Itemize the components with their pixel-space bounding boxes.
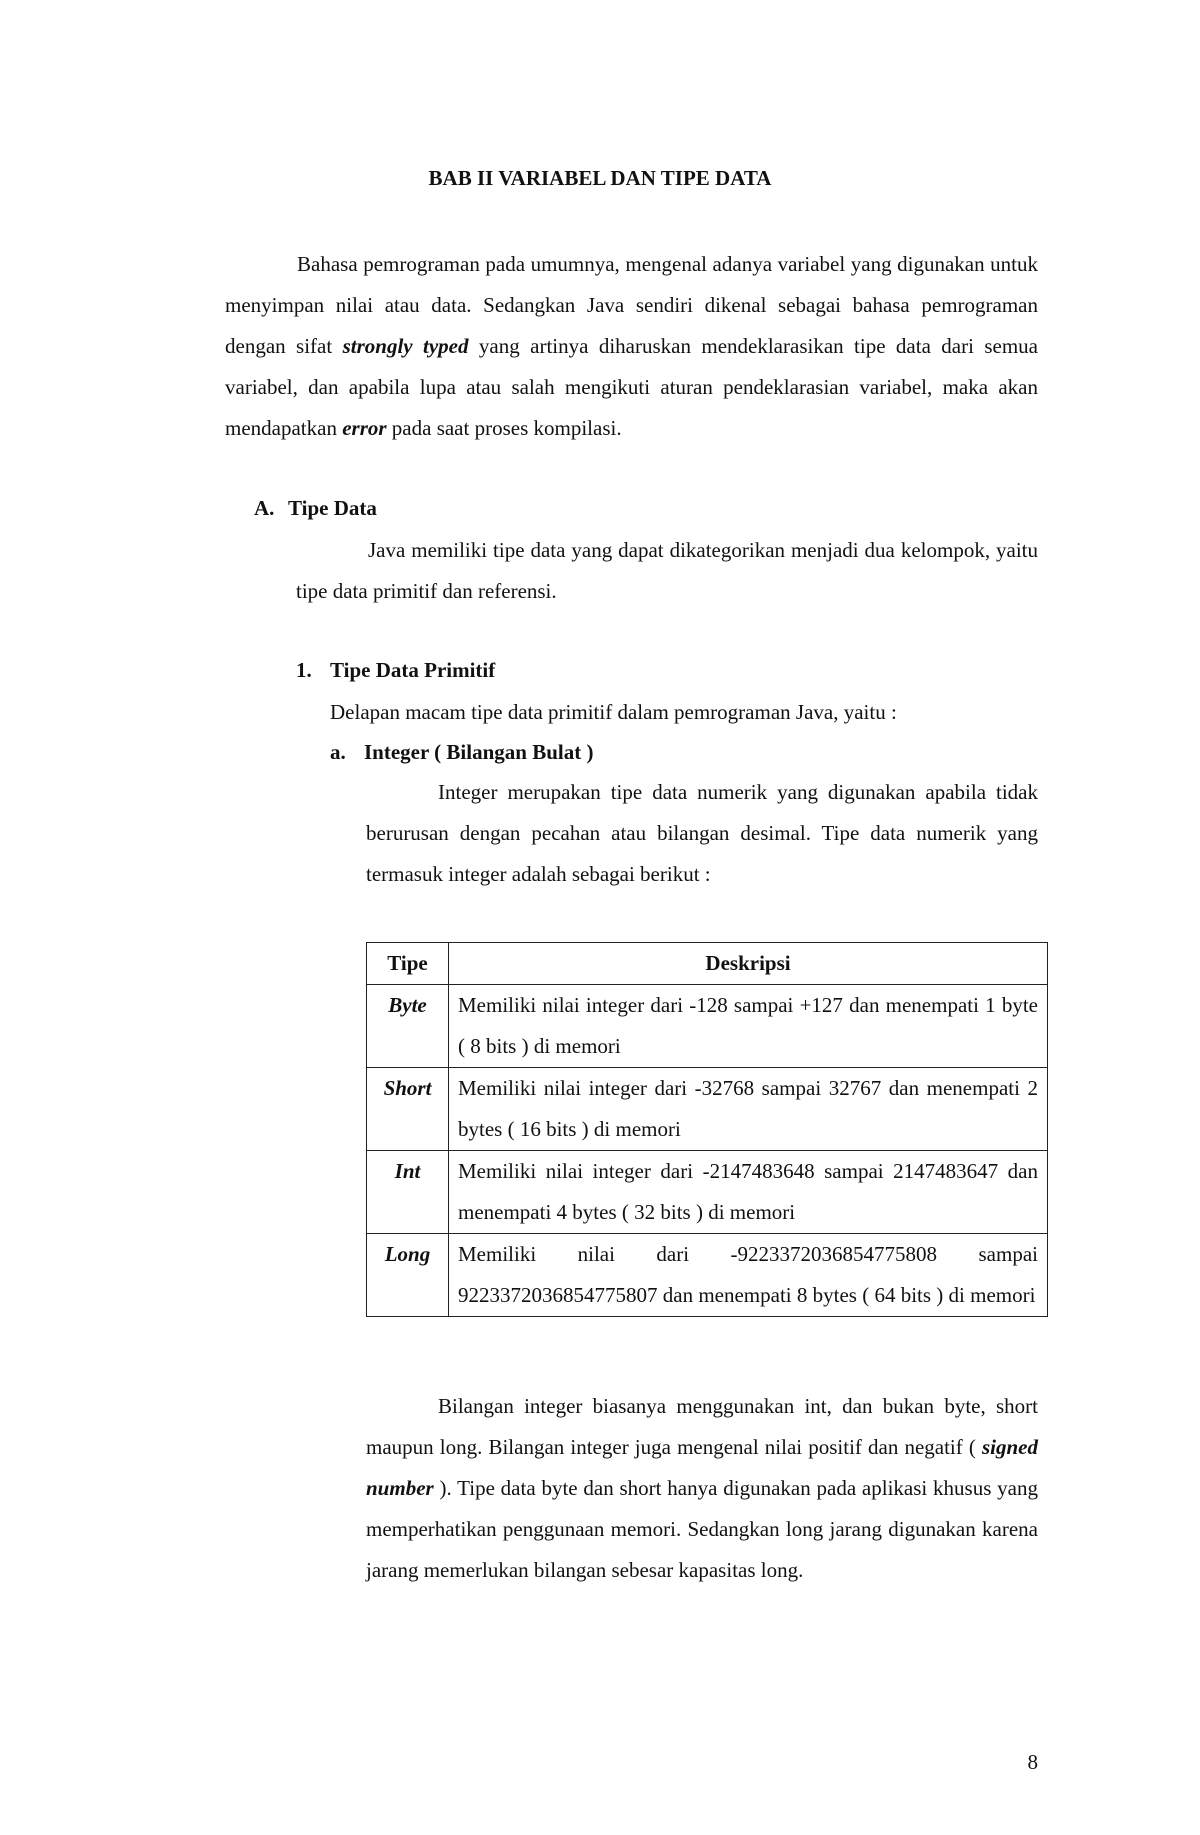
table-header-row <box>367 943 1048 985</box>
closing-text-2: ). Tipe data byte dan short hanya digunakan pada aplikasi khusus yang memperhatikan penggunaan memori. Sedangkan long jarang digunakan karena jarang memerlukan bilangan sebesar kapasitas long. <box>366 1476 1038 1582</box>
intro-emphasis-2: error <box>342 416 387 440</box>
intro-emphasis-1: strongly typed <box>342 334 469 358</box>
closing-emphasis: signed number <box>366 1435 1039 1500</box>
section-a-title: Tipe Data <box>288 496 377 520</box>
subsection-a-number: a. <box>330 740 346 764</box>
subsection-a-text: Integer merupakan tipe data numerik yang digunakan apabila tidak berurusan dengan pecahan atau bilangan desimal. Tipe data numerik yang termasuk integer adalah sebagai berikut : <box>366 780 1038 886</box>
section-a-text: Java memiliki tipe data yang dapat dikategorikan menjadi dua kelompok, yaitu tipe data primitif dan referensi. <box>296 538 1038 603</box>
subsection-1-paragraph: Delapan macam tipe data primitif dalam pemrograman Java, yaitu : <box>330 700 897 724</box>
table-cell-type: Int <box>367 1151 449 1234</box>
subsection-a-title: Integer ( Bilangan Bulat ) <box>364 740 594 764</box>
intro-text-1: Bahasa pemrograman pada umumnya, mengenal adanya variabel yang digunakan untuk menyimpan nilai atau data. Sedangkan Java sendiri dikenal sebagai bahasa pemrograman dengan sifat <box>225 252 1038 358</box>
table-row <box>367 1151 1048 1234</box>
subsection-1-heading <box>296 658 495 683</box>
table-cell-desc: Memiliki nilai dari -9223372036854775808 sampai 9223372036854775807 dan menempati 8 bytes ( 64 bits ) di memori <box>449 1234 1048 1317</box>
table-cell-desc: Memiliki nilai integer dari -2147483648 sampai 2147483647 dan menempati 4 bytes ( 32 bits ) di memori <box>449 1151 1048 1234</box>
subsection-1-title: Tipe Data Primitif <box>330 658 496 682</box>
table-row <box>367 985 1048 1068</box>
integer-types-table <box>366 942 1048 1317</box>
table-row <box>367 1234 1048 1317</box>
table-row <box>367 1068 1048 1151</box>
subsection-a-paragraph <box>366 772 1038 895</box>
section-a-heading <box>254 496 377 521</box>
table-header-tipe: Tipe <box>367 943 449 985</box>
table-cell-desc: Memiliki nilai integer dari -128 sampai +127 dan menempati 1 byte ( 8 bits ) di memori <box>449 985 1048 1068</box>
intro-text-3: pada saat proses kompilasi. <box>391 416 622 440</box>
subsection-1-number: 1. <box>296 658 312 682</box>
subsection-a-heading <box>330 740 593 765</box>
page-number: 8 <box>1027 1750 1038 1774</box>
section-a-paragraph <box>296 530 1038 612</box>
chapter-title: BAB II VARIABEL DAN TIPE DATA <box>428 166 772 190</box>
closing-paragraph <box>366 1386 1038 1591</box>
intro-text-2: yang artinya diharuskan mendeklarasikan tipe data dari semua variabel, dan apabila lupa atau salah mengikuti aturan pendeklarasian variabel, maka akan mendapatkan <box>225 334 1039 440</box>
closing-text-1: Bilangan integer biasanya menggunakan int, dan bukan byte, short maupun long. Bilangan integer juga mengenal nilai positif dan negatif ( <box>366 1394 1038 1459</box>
table-header-deskripsi: Deskripsi <box>449 943 1048 985</box>
intro-paragraph <box>225 244 1038 449</box>
table-cell-type: Long <box>367 1234 449 1317</box>
table-cell-type: Byte <box>367 985 449 1068</box>
table-cell-desc: Memiliki nilai integer dari -32768 sampai 32767 dan menempati 2 bytes ( 16 bits ) di memori <box>449 1068 1048 1151</box>
section-a-number: A. <box>254 496 275 520</box>
table-cell-type: Short <box>367 1068 449 1151</box>
